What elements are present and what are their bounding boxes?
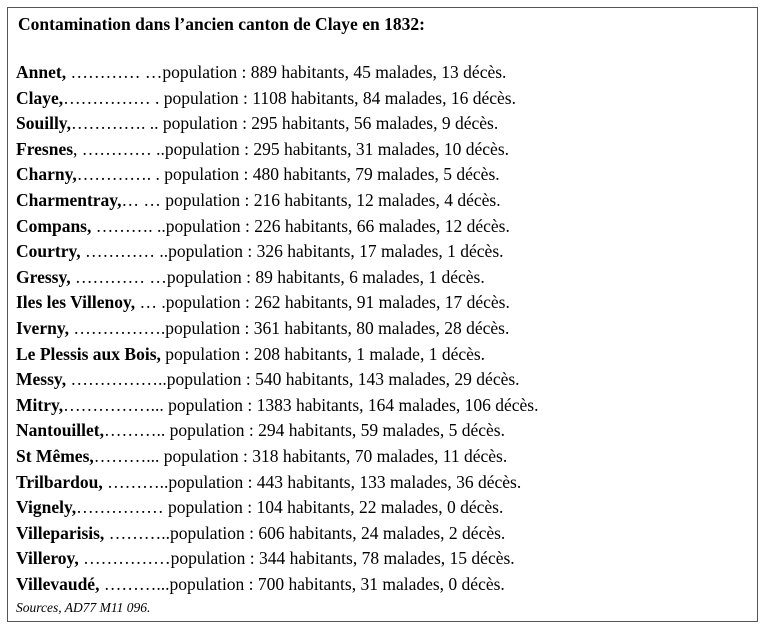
town-stats: ………… …population : 89 habitants, 6 malades, 1 décès. bbox=[70, 266, 485, 287]
list-item bbox=[16, 162, 539, 188]
list-item bbox=[16, 214, 539, 240]
town-name: Iles les Villenoy, bbox=[16, 292, 136, 313]
town-name: Le Plessis aux Bois, bbox=[16, 343, 161, 364]
town-name: Souilly, bbox=[16, 113, 71, 134]
list-item bbox=[16, 342, 539, 368]
document-title: Contamination dans l’ancien canton de Claye en 1832: bbox=[18, 14, 425, 34]
town-stats: population : 208 habitants, 1 malade, 1 décès. bbox=[160, 343, 486, 364]
town-name: Trilbardou, bbox=[16, 471, 103, 492]
town-stats: …………… population : 104 habitants, 22 malades, 0 décès. bbox=[76, 497, 504, 518]
list-item bbox=[16, 265, 539, 291]
town-stats: ……………... population : 1383 habitants, 164 malades, 106 décès. bbox=[63, 394, 539, 415]
town-name: Nantouillet, bbox=[16, 420, 104, 441]
town-name: Courtry, bbox=[16, 241, 81, 262]
town-stats: …………… . population : 1108 habitants, 84 malades, 16 décès. bbox=[63, 87, 516, 108]
list-item bbox=[16, 290, 539, 316]
town-name: Gressy, bbox=[16, 266, 71, 287]
list-item bbox=[16, 393, 539, 419]
town-stats: ………. ..population : 226 habitants, 66 malades, 12 décès. bbox=[91, 215, 510, 236]
town-name: Villeroy, bbox=[16, 548, 79, 569]
list-item bbox=[16, 572, 539, 598]
list-item bbox=[16, 239, 539, 265]
list-item bbox=[16, 444, 539, 470]
town-stats: … .population : 262 habitants, 91 malades, 17 décès. bbox=[135, 292, 510, 313]
list-item bbox=[16, 367, 539, 393]
town-name: Charny, bbox=[16, 164, 77, 185]
town-list bbox=[16, 60, 539, 597]
list-item bbox=[16, 188, 539, 214]
document-frame bbox=[7, 7, 758, 622]
town-name: Messy, bbox=[16, 369, 67, 390]
town-stats: ………… ..population : 326 habitants, 17 malades, 1 décès. bbox=[80, 241, 504, 262]
town-stats: ………...population : 700 habitants, 31 malades, 0 décès. bbox=[99, 573, 505, 594]
list-item bbox=[16, 86, 539, 112]
town-stats: , ………… ..population : 295 habitants, 31 malades, 10 décès. bbox=[73, 138, 510, 159]
town-name: Mitry, bbox=[16, 394, 64, 415]
town-stats: ……………population : 344 habitants, 78 malades, 15 décès. bbox=[78, 548, 515, 569]
town-stats: ………..population : 606 habitants, 24 malades, 2 décès. bbox=[104, 522, 506, 543]
list-item bbox=[16, 137, 539, 163]
town-name: Charmentray, bbox=[16, 189, 122, 210]
town-name: Claye, bbox=[16, 87, 64, 108]
town-stats: … … population : 216 habitants, 12 malades, 4 décès. bbox=[121, 189, 501, 210]
list-item bbox=[16, 60, 539, 86]
town-stats: ………... population : 318 habitants, 70 malades, 11 décès. bbox=[93, 445, 508, 466]
list-item bbox=[16, 521, 539, 547]
town-name: St Mêmes, bbox=[16, 445, 94, 466]
town-name: Compans, bbox=[16, 215, 92, 236]
town-stats: …………. . population : 480 habitants, 79 malades, 5 décès. bbox=[76, 164, 500, 185]
list-item bbox=[16, 418, 539, 444]
list-item bbox=[16, 470, 539, 496]
town-stats: ………..population : 443 habitants, 133 malades, 36 décès. bbox=[102, 471, 522, 492]
list-item bbox=[16, 546, 539, 572]
town-name: Fresnes bbox=[16, 138, 74, 159]
town-stats: …………. .. population : 295 habitants, 56 malades, 9 décès. bbox=[70, 113, 499, 134]
town-name: Villeparisis, bbox=[16, 522, 105, 543]
town-name: Annet, bbox=[16, 62, 67, 82]
source-citation: Sources, AD77 M11 096. bbox=[16, 600, 151, 615]
list-item bbox=[16, 495, 539, 521]
town-stats: ……………..population : 540 habitants, 143 malades, 29 décès. bbox=[66, 369, 520, 390]
town-name: Vignely, bbox=[16, 497, 77, 518]
town-stats: …………….population : 361 habitants, 80 malades, 28 décès. bbox=[69, 317, 510, 338]
list-item bbox=[16, 111, 539, 137]
town-name: Iverny, bbox=[16, 317, 69, 338]
town-name: Villevaudé, bbox=[16, 573, 100, 594]
town-stats: ……….. population : 294 habitants, 59 malades, 5 décès. bbox=[104, 420, 505, 441]
list-item bbox=[16, 316, 539, 342]
town-stats: ………… …population : 889 habitants, 45 malades, 13 décès. bbox=[66, 62, 507, 82]
